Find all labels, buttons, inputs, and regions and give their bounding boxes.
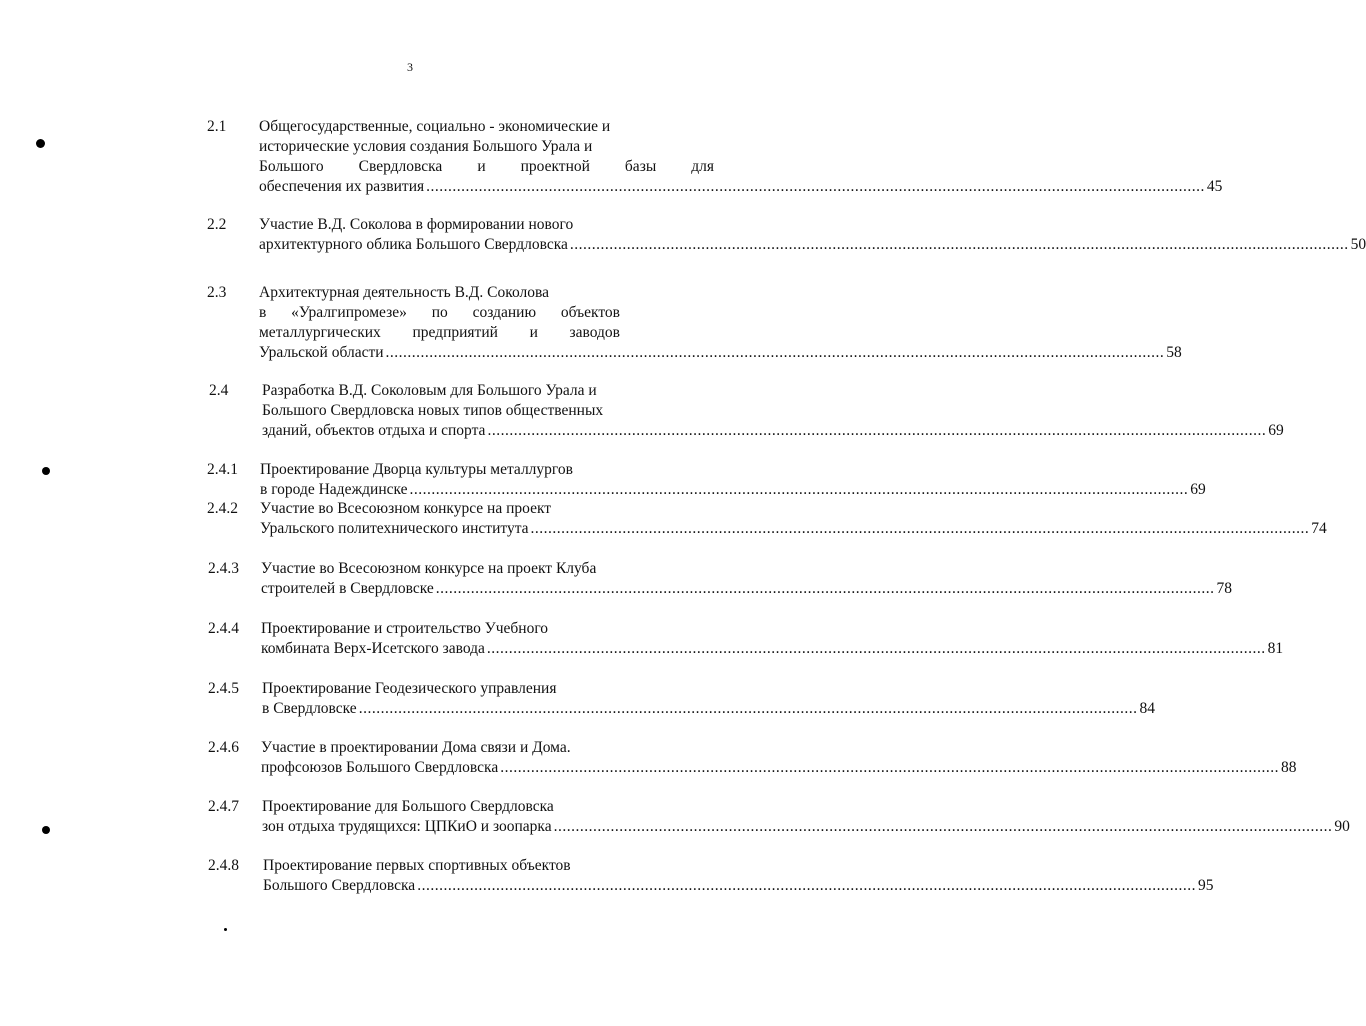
toc-entry-title-line: Проектирование Геодезического управления <box>262 680 557 697</box>
dot-leader: .................................................................................................................................................................................. <box>530 520 1310 537</box>
toc-entry-title-line: Большого Свердловска <box>263 877 416 894</box>
margin-bullet-mark <box>42 826 50 834</box>
toc-entry-title-line: Большого Свердловска новых типов общественных <box>262 402 604 419</box>
margin-bullet-mark <box>36 139 45 148</box>
toc-entry-last-line <box>259 177 1223 197</box>
toc-entry-title-line: Проектирование Дворца культуры металлургов <box>260 461 573 478</box>
toc-entry-last-line <box>261 758 1297 778</box>
toc-entry-title-line: Архитектурная деятельность В.Д. Соколова <box>259 284 549 301</box>
toc-entry-page-number: 81 <box>1267 640 1284 657</box>
toc-entry-title-line: профсоюзов Большого Свердловска <box>261 759 499 776</box>
toc-entry-last-line <box>261 579 1233 599</box>
toc-entry-last-line <box>259 235 1366 255</box>
dot-leader: .................................................................................................................................................................................. <box>569 236 1349 253</box>
toc-entry-title-line: архитектурного облика Большого Свердловска <box>259 236 568 253</box>
stray-speck-mark <box>224 928 227 931</box>
toc-entry-last-line <box>259 343 1182 363</box>
page-number: 3 <box>407 60 413 74</box>
toc-entry-last-line <box>263 876 1214 896</box>
toc-entry-number: 2.4.6 <box>208 739 239 756</box>
toc-entry-number: 2.4.7 <box>208 798 239 815</box>
toc-entry-title-line: Проектирование и строительство Учебного <box>261 620 549 637</box>
dot-leader: .................................................................................................................................................................................. <box>358 700 1138 717</box>
toc-entry-number: 2.1 <box>207 118 227 135</box>
dot-leader: .................................................................................................................................................................................. <box>409 481 1189 498</box>
toc-entry-title-line: в «Уралгипромезе» по созданию объектов <box>259 304 620 321</box>
toc-entry-title-line: строителей в Свердловске <box>261 580 434 597</box>
toc-entry-page-number: 78 <box>1216 580 1233 597</box>
toc-entry-page-number: 95 <box>1197 877 1214 894</box>
dot-leader: .................................................................................................................................................................................. <box>500 759 1279 776</box>
toc-entry-last-line <box>260 519 1327 539</box>
toc-entry-number: 2.2 <box>207 216 227 233</box>
toc-entry-number: 2.3 <box>207 284 227 301</box>
toc-entry-title-line: Участие В.Д. Соколова в формировании нового <box>259 216 574 233</box>
toc-entry-last-line <box>260 480 1206 500</box>
toc-entry-title-line: зданий, объектов отдыха и спорта <box>262 422 486 439</box>
toc-entry-number: 2.4.3 <box>208 560 239 577</box>
toc-entry-title-line: Участие во Всесоюзном конкурсе на проект Клуба <box>261 560 597 577</box>
dot-leader: .................................................................................................................................................................................. <box>486 640 1266 657</box>
toc-entry-number: 2.4.8 <box>208 857 239 874</box>
dot-leader: .................................................................................................................................................................................. <box>435 580 1215 597</box>
toc-entry-title-line: Участие во Всесоюзном конкурсе на проект <box>260 500 552 517</box>
toc-entry-page-number: 45 <box>1206 178 1223 195</box>
toc-entry-number: 2.4.2 <box>207 500 238 517</box>
toc-entry-title-line: Проектирование для Большого Свердловска <box>262 798 554 815</box>
dot-leader: .................................................................................................................................................................................. <box>426 178 1205 195</box>
toc-entry-title-line: Большого Свердловска и проектной базы для <box>259 158 714 175</box>
toc-entry-title-line: обеспечения их развития <box>259 178 425 195</box>
toc-entry-page-number: 90 <box>1334 818 1350 835</box>
toc-entry-title-line: в Свердловске <box>262 700 357 717</box>
toc-entry-title-line: металлургических предприятий и заводов <box>259 324 620 341</box>
toc-entry-number: 2.4 <box>209 382 229 399</box>
toc-entry-title-line: комбината Верх-Исетского завода <box>261 640 485 657</box>
toc-entry-page-number: 69 <box>1268 422 1284 439</box>
toc-entry-page-number: 69 <box>1190 481 1206 498</box>
margin-bullet-mark <box>42 467 50 475</box>
toc-entry-page-number: 58 <box>1166 344 1182 361</box>
toc-entry-number: 2.4.1 <box>207 461 238 478</box>
dot-leader: .................................................................................................................................................................................. <box>385 344 1165 361</box>
toc-entry-page-number: 88 <box>1280 759 1297 776</box>
toc-entry-last-line <box>262 817 1350 837</box>
dot-leader: .................................................................................................................................................................................. <box>487 422 1267 439</box>
toc-entry-page-number: 74 <box>1311 520 1327 537</box>
toc-entry-title-line: зон отдыха трудящихся: ЦПКиО и зоопарка <box>262 818 552 835</box>
toc-entry-number: 2.4.4 <box>208 620 239 637</box>
toc-entry-title-line: Уральского политехнического института <box>260 520 529 537</box>
toc-entry-title-line: Общегосударственные, социально - экономические и <box>259 118 611 135</box>
toc-entry-last-line <box>262 421 1284 441</box>
toc-entry-title-line: исторические условия создания Большого Урала и <box>259 138 593 155</box>
toc-entry-last-line <box>261 639 1284 659</box>
dot-leader: .................................................................................................................................................................................. <box>553 818 1333 835</box>
toc-entry-title-line: в городе Надеждинске <box>260 481 408 498</box>
toc-entry-page-number: 84 <box>1139 700 1155 717</box>
toc-entry-title-line: Проектирование первых спортивных объектов <box>263 857 571 874</box>
toc-entry-last-line <box>262 699 1155 719</box>
dot-leader: .................................................................................................................................................................................. <box>417 877 1196 894</box>
toc-entry-number: 2.4.5 <box>208 680 239 697</box>
toc-entry-title-line: Участие в проектировании Дома связи и Дома. <box>261 739 571 756</box>
toc-entry-title-line: Уральской области <box>259 344 384 361</box>
toc-entry-page-number: 50 <box>1350 236 1366 253</box>
toc-entry-title-line: Разработка В.Д. Соколовым для Большого Урала и <box>262 382 597 399</box>
